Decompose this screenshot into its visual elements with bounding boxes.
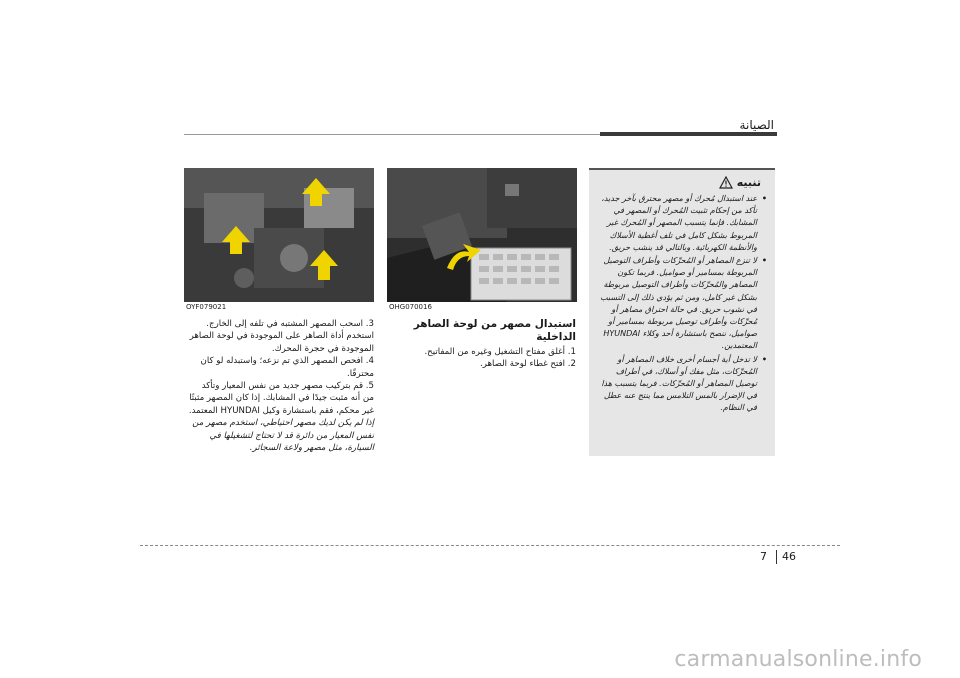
procedure-title: استبدال مصهر من لوحة الصاهر الداخلية [413, 318, 576, 343]
caution-item: • عند استبدال مُحرك أو مصهر محترق بآخر جديد، تأكد من إحكام تثبيت المُحرك أو المصهر في المشابك. فإنما يتسبب المصهر أو المُحرك غير المربوط بشكل كامل في تلف أغطية الأسلاك والأنظمة الكهربائية. وبالتالي قد ينشب حريق. [595, 193, 767, 254]
left-steps [188, 318, 374, 454]
caution-item: • لا تنزع المصاهر أو المُحرِّكات وأطراف التوصيل المربوطة بمسامير أو صواميل. فربما تكون المصاهر والمُحرِّكات وأطراف التوصيل مربوطة بشكل غير كامل، ومن ثم يؤدي ذلك إلى التسبب في نشوب حريق. في حالة احتراق مصاهر أو مُحرِّكات وأطراف توصيل مربوطة بمسامير أو صواميل، ننصح باستشارة أحد وكلاء HYUNDAI المعتمدين. [595, 255, 767, 353]
footer-divider [776, 550, 777, 564]
step-1 [390, 346, 576, 358]
step-text: 5. قم بتركيب مصهر جديد من نفس المعيار وتأكد من أنه مثبت جيدًا في المشابك. إذا كان المصهر مثبتًا غير محكم، فقم باستشارة وكيل HYUNDAI المعتمد. [188, 381, 374, 416]
warning-triangle-icon [719, 176, 733, 189]
caution-list [595, 193, 767, 415]
step-text: 2. افتح غطاء لوحة الصاهر. [479, 359, 576, 370]
step-text: 1. أغلق مفتاح التشغيل وغيره من المفاتيح. [424, 347, 576, 357]
engine-fuse-photo [184, 168, 374, 302]
footer-rule [140, 545, 840, 546]
caution-header [595, 176, 767, 189]
section-title: الصيانة [739, 118, 774, 132]
caution-item: • لا تدخل أية أجسام أخرى خلاف المصاهر أو المُحرِّكات، مثل مفك أو أسلاك، في أطراف توصيل المصاهر أو المُحرِّكات. فربما يتسبب هذا في الإضرار بالمس التلامس مما ينتج عنه عطل في النظام. [595, 354, 767, 415]
note-text: إذا لم يكن لديك مصهر احتياطي، استخدم مصهر من نفس المعيار من دائرة قد لا تحتاج لتشغيلها في السيارة، مثل مصهر ولاعة السجائر. [192, 418, 374, 454]
caution-box [589, 168, 775, 456]
step-2 [390, 358, 576, 370]
step-3 [188, 318, 374, 355]
chapter-number: 7 [760, 550, 767, 563]
engine-fuse-photo-label: OYF079021 [186, 303, 227, 311]
header-rule-accent [600, 132, 777, 136]
step-text: 3. اسحب المصهر المشتبه في تلفه إلى الخارج. استخدم أداة الصاهر على الموجودة في لوحة الصاهر الموجودة في حجرة المحرك. [189, 319, 374, 354]
caution-title: تنبيه [736, 176, 761, 189]
middle-steps [390, 318, 576, 371]
step-5 [188, 380, 374, 417]
watermark: carmanualsonline.info [674, 647, 922, 672]
spare-fuse-note [188, 417, 374, 454]
step-text: 4. افحص المصهر الذي تم نزعه؛ واستبدله لو كان محترقًا. [200, 356, 374, 379]
step-4 [188, 355, 374, 380]
interior-fuse-photo-label: OHG070016 [389, 303, 432, 311]
interior-fuse-photo [387, 168, 577, 302]
page-number: 46 [782, 550, 796, 563]
